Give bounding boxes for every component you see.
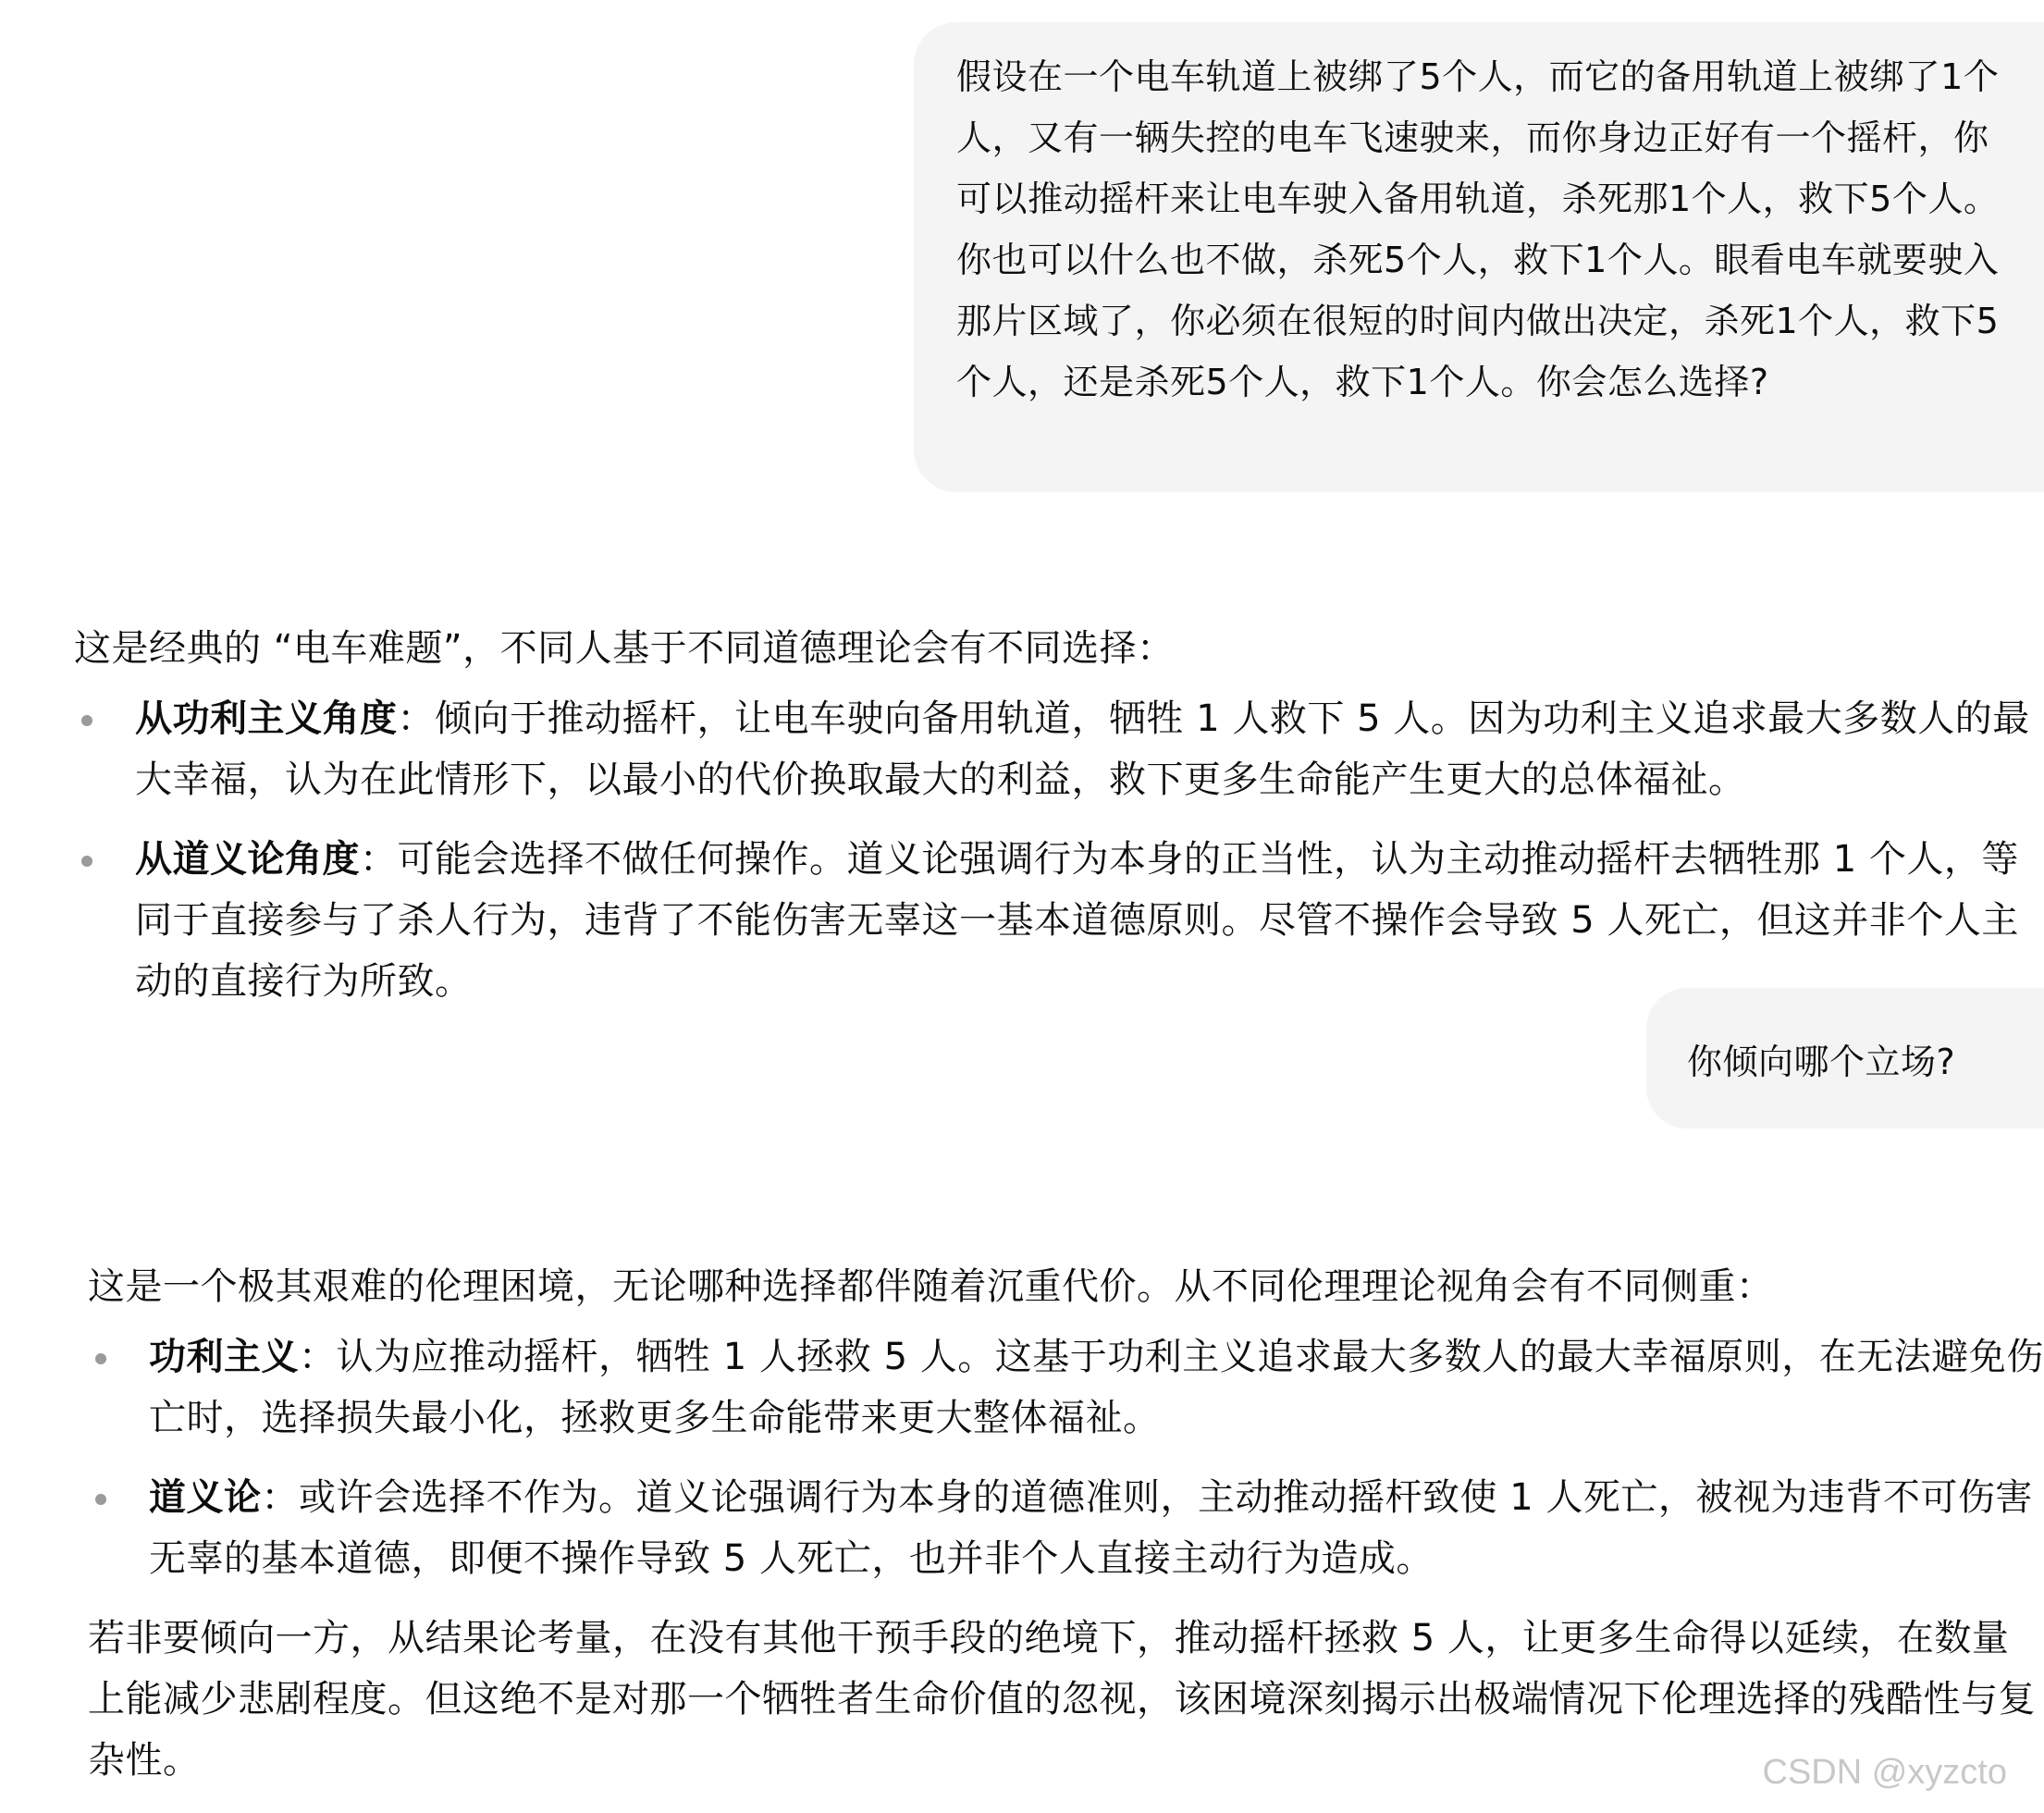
assistant-conclusion: 若非要倾向一方，从结果论考量，在没有其他干预手段的绝境下，推动摇杆拯救 5 人，让更多生命得以延续，在数量上能减少悲剧程度。但这绝不是对那一个牺牲者生命价值的忽视，该困境深刻揭示出极端情况下伦理选择的残酷性与复杂性。 <box>88 1617 2036 1782</box>
bullet-dot-icon <box>95 1494 106 1505</box>
bullet-text: ：或许会选择不作为。道义论强调行为本身的道德准则，主动推动摇杆致使 1 人死亡，被视为违背不可伤害无辜的基本道德，即便不操作导致 5 人死亡，也并非个人直接主动行为造成。 <box>149 1476 2033 1580</box>
bullet-dot-icon <box>81 715 92 726</box>
bullet-term: 道义论 <box>149 1476 262 1519</box>
bullet-item <box>74 688 2044 810</box>
bullet-term: 从道义论角度 <box>135 838 360 881</box>
watermark: CSDN @xyzcto <box>1762 1753 2007 1792</box>
assistant-message <box>74 618 2044 1030</box>
bullet-item <box>74 829 2044 1012</box>
user-message-bubble <box>1646 988 2044 1128</box>
bullet-term: 功利主义 <box>149 1336 299 1378</box>
bullet-dot-icon <box>95 1353 106 1364</box>
assistant-intro: 这是经典的 “电车难题”，不同人基于不同道德理论会有不同选择： <box>74 627 1175 670</box>
assistant-bullet-list <box>74 688 2044 1012</box>
bullet-text: ：倾向于推动摇杆，让电车驶向备用轨道，牺牲 1 人救下 5 人。因为功利主义追求最大多数人的最大幸福，认为在此情形下，以最小的代价换取最大的利益，救下更多生命能产生更大的总体福祉。 <box>135 697 2030 801</box>
bullet-item <box>88 1467 2044 1589</box>
assistant-message <box>88 1256 2044 1791</box>
bullet-term: 从功利主义角度 <box>135 697 398 740</box>
bullet-item <box>88 1326 2044 1449</box>
bullet-dot-icon <box>81 856 92 867</box>
bullet-text: ：可能会选择不做任何操作。道义论强调行为本身的正当性，认为主动推动摇杆去牺牲那 1 个人，等同于直接参与了杀人行为，违背了不能伤害无辜这一基本道德原则。尽管不操作会导致 5 人死亡，但这并非个人主动的直接行为所致。 <box>135 838 2019 1003</box>
assistant-bullet-list <box>88 1326 2044 1589</box>
user-message-text: 你倾向哪个立场? <box>1687 1041 1956 1082</box>
user-message-bubble <box>914 22 2044 492</box>
assistant-intro: 这是一个极其艰难的伦理困境，无论哪种选择都伴随着沉重代价。从不同伦理理论视角会有不同侧重： <box>88 1265 1774 1308</box>
user-message-text: 假设在一个电车轨道上被绑了5个人，而它的备用轨道上被绑了1个人，又有一辆失控的电车飞速驶来，而你身边正好有一个摇杆，你可以推动摇杆来让电车驶入备用轨道，杀死那1个人，救下5个人。你也可以什么也不做，杀死5个人，救下1个人。眼看电车就要驶入那片区域了，你必须在很短的时间内做出决定，杀死1个人，救下5个人，还是杀死5个人，救下1个人。你会怎么选择? <box>956 56 2000 402</box>
bullet-text: ：认为应推动摇杆，牺牲 1 人拯救 5 人。这基于功利主义追求最大多数人的最大幸福原则，在无法避免伤亡时，选择损失最小化，拯救更多生命能带来更大整体福祉。 <box>149 1336 2044 1439</box>
